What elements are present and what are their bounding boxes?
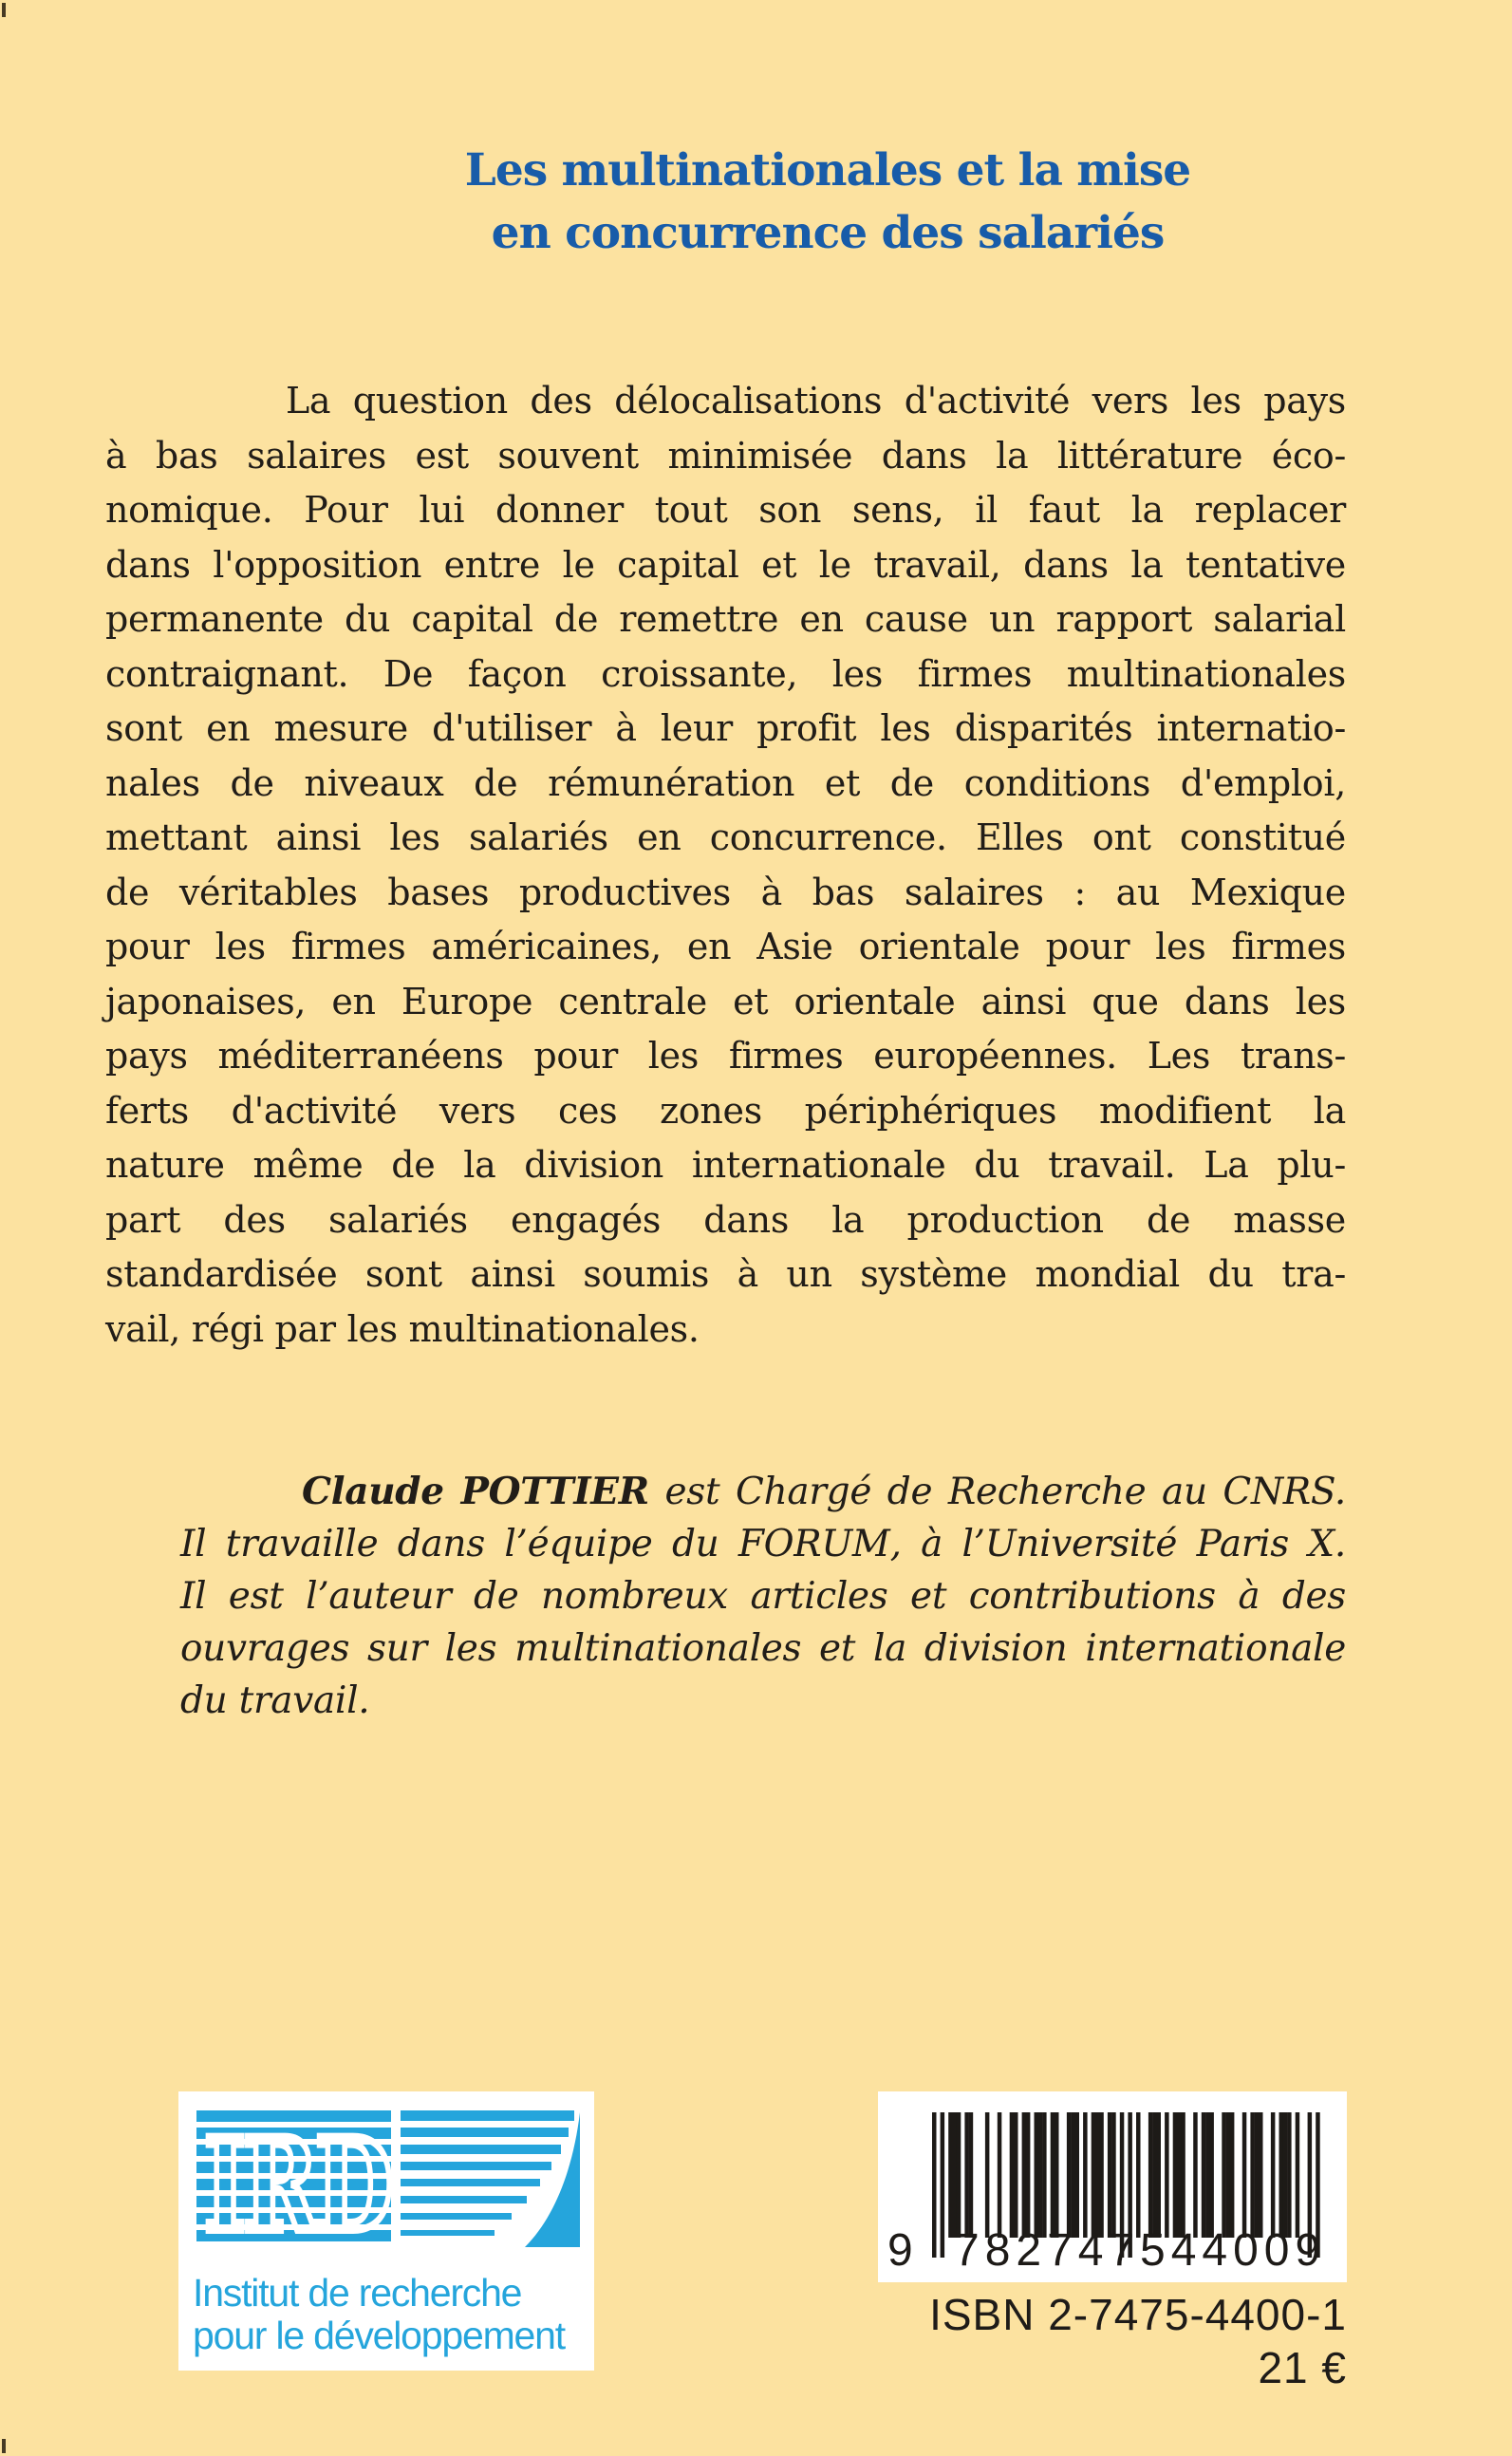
author-bio xyxy=(180,1466,1346,1727)
blurb-line: contraignant. De façon croissante, les firmes multinationales xyxy=(105,652,1346,695)
bio-line xyxy=(180,1466,1346,1518)
ird-logo-icon xyxy=(196,2110,580,2247)
crop-mark-bottom-left xyxy=(2,2439,6,2453)
barcode-digits-group2: 544009 xyxy=(1140,2225,1327,2271)
blurb-line: de véritables bases productives à bas salaires : au Mexique xyxy=(105,871,1346,913)
ird-acronym: IRD xyxy=(204,2110,391,2247)
blurb-paragraph xyxy=(105,374,1346,1357)
isbn-label: ISBN 2-7475-4400-1 xyxy=(929,2290,1347,2339)
publisher-name-line1: Institut de recherche xyxy=(193,2271,522,2315)
publisher-name-line2: pour le développement xyxy=(193,2314,565,2357)
blurb-line: nature même de la division internationale du travail. La plu- xyxy=(105,1144,1346,1186)
crop-mark-top-left xyxy=(2,3,6,17)
blurb-line: japonaises, en Europe centrale et orientale ainsi que dans les xyxy=(105,980,1346,1022)
blurb-line: sont en mesure d'utiliser à leur profit les disparités internatio- xyxy=(105,707,1346,749)
barcode-digit-left: 9 xyxy=(887,2225,913,2271)
publisher-name xyxy=(193,2272,565,2357)
blurb-line: standardisée sont ainsi soumis à un système mondial du tra- xyxy=(105,1253,1346,1295)
bio-line1-rest: est Chargé de Recherche au CNRS. xyxy=(648,1471,1346,1513)
blurb-line: La question des délocalisations d'activité vers les pays xyxy=(286,380,1346,422)
blurb-line: nomique. Pour lui donner tout son sens, il faut la replacer xyxy=(105,489,1346,531)
ean13-barcode-icon xyxy=(886,2108,1332,2271)
blurb-line: part des salariés engagés dans la production de masse xyxy=(105,1198,1346,1241)
blurb-line: vail, régi par les multinationales. xyxy=(105,1307,700,1350)
blurb-line: pays méditerranéens pour les firmes européennes. Les trans- xyxy=(105,1035,1346,1077)
bio-line: ouvrages sur les multinationales et la division internationale xyxy=(180,1627,1346,1670)
blurb-line: nales de niveaux de rémunération et de conditions d'emploi, xyxy=(105,761,1346,804)
bio-line: du travail. xyxy=(180,1679,370,1722)
blurb-line: mettant ainsi les salariés en concurrence. Elles ont constitué xyxy=(105,816,1346,858)
bio-line: Il est l’auteur de nombreux articles et contributions à des xyxy=(180,1575,1346,1618)
publisher-logo-box xyxy=(178,2091,594,2371)
blurb-line: pour les firmes américaines, en Asie orientale pour les firmes xyxy=(105,926,1346,967)
barcode-box xyxy=(878,2091,1347,2282)
price-label: 21 € xyxy=(1258,2343,1347,2392)
isbn-price-block xyxy=(929,2288,1347,2394)
bio-line: Il travaille dans l’équipe du FORUM, à l’Université Paris X. xyxy=(180,1523,1346,1565)
blurb-line: permanente du capital de remettre en cause un rapport salarial xyxy=(105,598,1346,640)
book-title xyxy=(178,140,1477,265)
barcode-digits-group1: 782747 xyxy=(954,2225,1141,2271)
blurb-line: ferts d'activité vers ces zones périphériques modifient la xyxy=(105,1089,1346,1132)
author-name: Claude POTTIER xyxy=(302,1470,649,1513)
book-title-line1: Les multinationales et la mise xyxy=(464,144,1191,197)
book-title-line2: en concurrence des salariés xyxy=(491,207,1165,259)
blurb-line: à bas salaires est souvent minimisée dans la littérature éco- xyxy=(105,434,1346,477)
blurb-line: dans l'opposition entre le capital et le travail, dans la tentative xyxy=(105,543,1346,586)
